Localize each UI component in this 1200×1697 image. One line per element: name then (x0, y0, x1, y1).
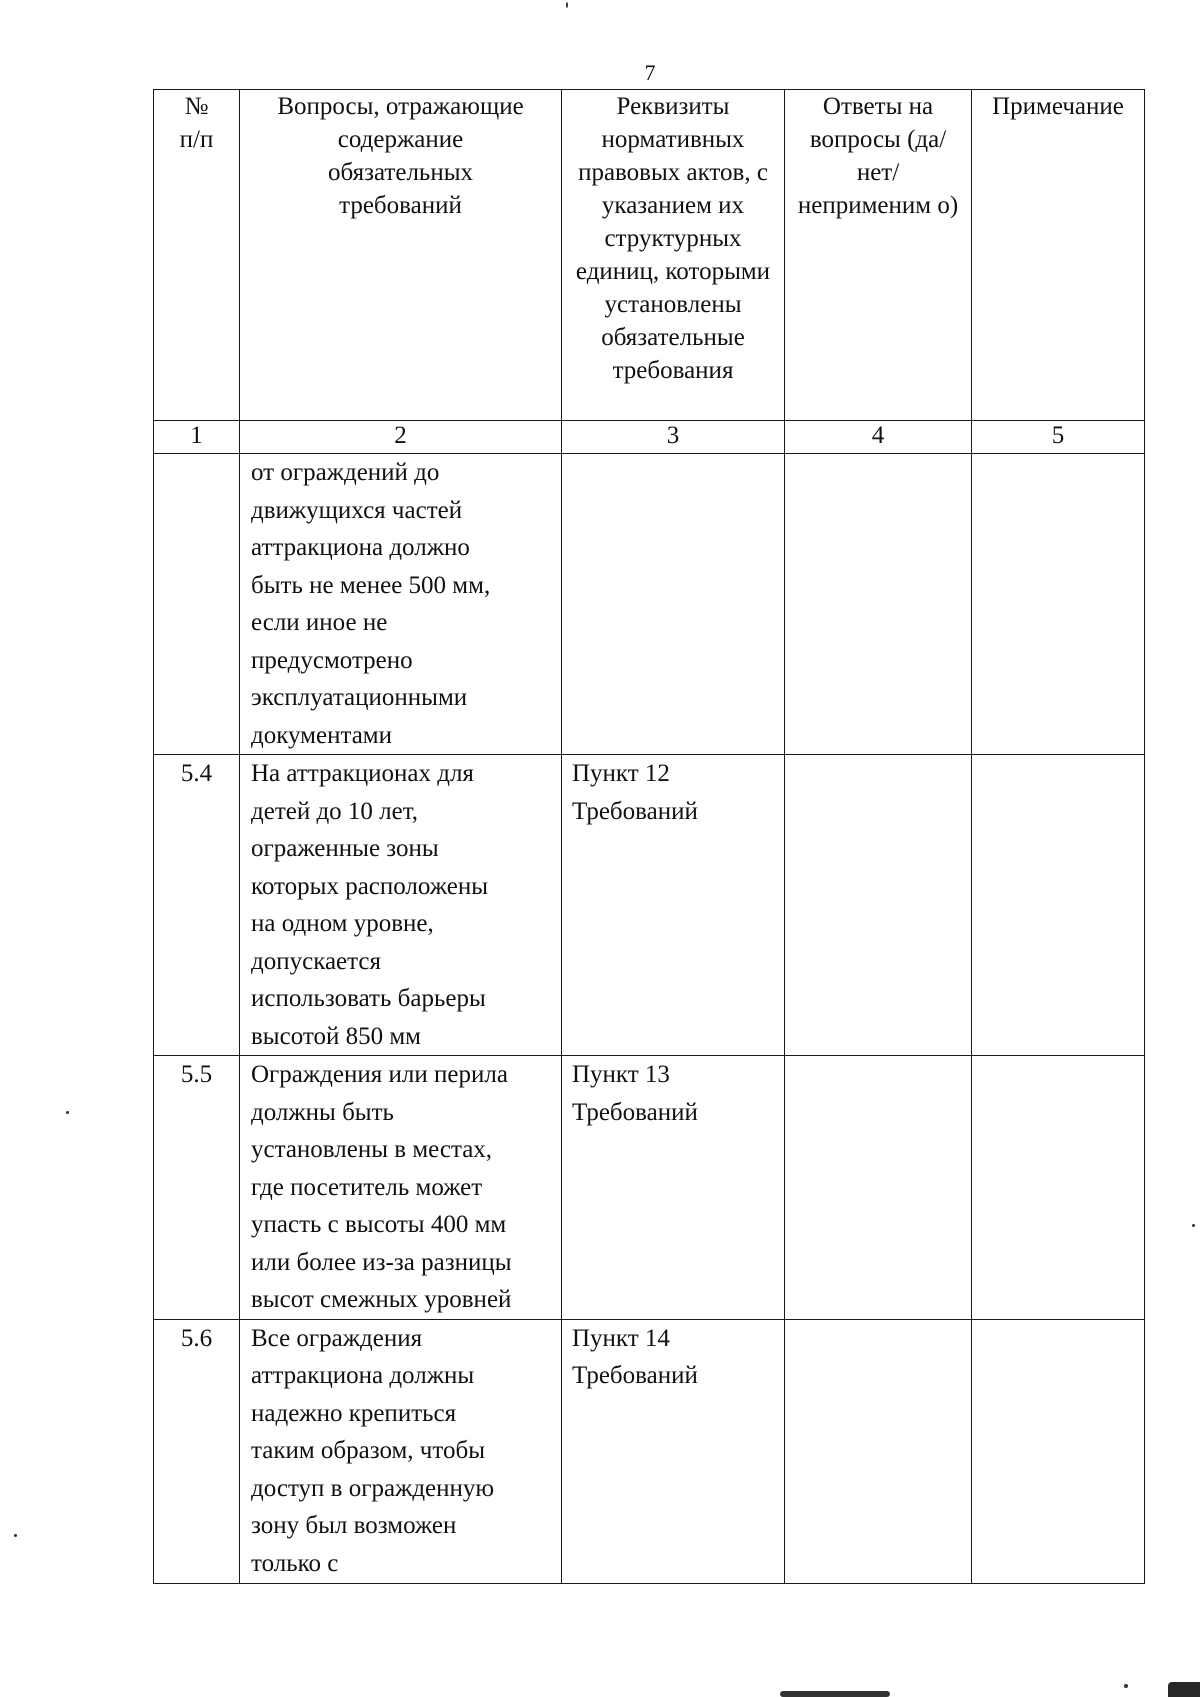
row-question: На аттракционах для детей до 10 лет, ограженные зоны которых расположены на одном уровне, допускается использовать барьеры высотой 850 мм (240, 755, 562, 1056)
table-row (154, 755, 1145, 1056)
header-answer-text: Ответы на вопросы (да/нет/ неприменим о) (797, 93, 959, 219)
header-number-text: № п/п (179, 93, 214, 153)
scan-speck (566, 2, 568, 8)
row-answer (785, 1319, 972, 1583)
row-number: 5.4 (154, 755, 240, 1056)
scan-smudge (780, 1691, 890, 1697)
header-reference (562, 90, 785, 421)
row-answer (785, 1056, 972, 1320)
row-note (972, 1056, 1145, 1320)
scan-speck (14, 1534, 17, 1537)
row-question: Ограждения или перила должны быть установлены в местах, где посетитель может упасть с высоты 400 мм или более из-за разницы высот смежных уровней (240, 1056, 562, 1320)
header-note-text: Примечание (992, 93, 1124, 120)
scan-speck (66, 1111, 69, 1114)
table-row (154, 454, 1145, 755)
checklist-table (153, 89, 1145, 1584)
header-question (240, 90, 562, 421)
row-number (154, 454, 240, 755)
column-number-2: 2 (240, 421, 562, 454)
row-number: 5.6 (154, 1319, 240, 1583)
header-number (154, 90, 240, 421)
row-number: 5.5 (154, 1056, 240, 1320)
row-answer (785, 755, 972, 1056)
scan-smudge (1168, 1682, 1200, 1697)
row-answer (785, 454, 972, 755)
header-question-text: Вопросы, отражающие содержание обязательных требований (277, 93, 524, 219)
scan-speck (1124, 1684, 1128, 1688)
header-reference-text: Реквизиты нормативных правовых актов, с указанием их структурных единиц, которыми установлены обязательные требования (575, 93, 771, 384)
row-reference: Пункт 12 Требований (562, 755, 785, 1056)
column-number-5: 5 (972, 421, 1145, 454)
column-number-row (154, 421, 1145, 454)
row-reference: Пункт 14 Требований (562, 1319, 785, 1583)
row-note (972, 755, 1145, 1056)
row-reference (562, 454, 785, 755)
table-row (154, 1319, 1145, 1583)
row-reference: Пункт 13 Требований (562, 1056, 785, 1320)
page-number: 7 (644, 60, 656, 85)
header-row (154, 90, 1145, 421)
header-answer (785, 90, 972, 421)
column-number-4: 4 (785, 421, 972, 454)
row-note (972, 1319, 1145, 1583)
header-note (972, 90, 1145, 421)
column-number-3: 3 (562, 421, 785, 454)
row-question: от ограждений до движущихся частей аттракциона должно быть не менее 500 мм, если иное не предусмотрено эксплуатационными документами (240, 454, 562, 755)
row-question: Все ограждения аттракциона должны надежно крепиться таким образом, чтобы доступ в огражденную зону был возможен только с (240, 1319, 562, 1583)
scan-speck (1192, 1224, 1195, 1227)
row-note (972, 454, 1145, 755)
column-number-1: 1 (154, 421, 240, 454)
table-row (154, 1056, 1145, 1320)
